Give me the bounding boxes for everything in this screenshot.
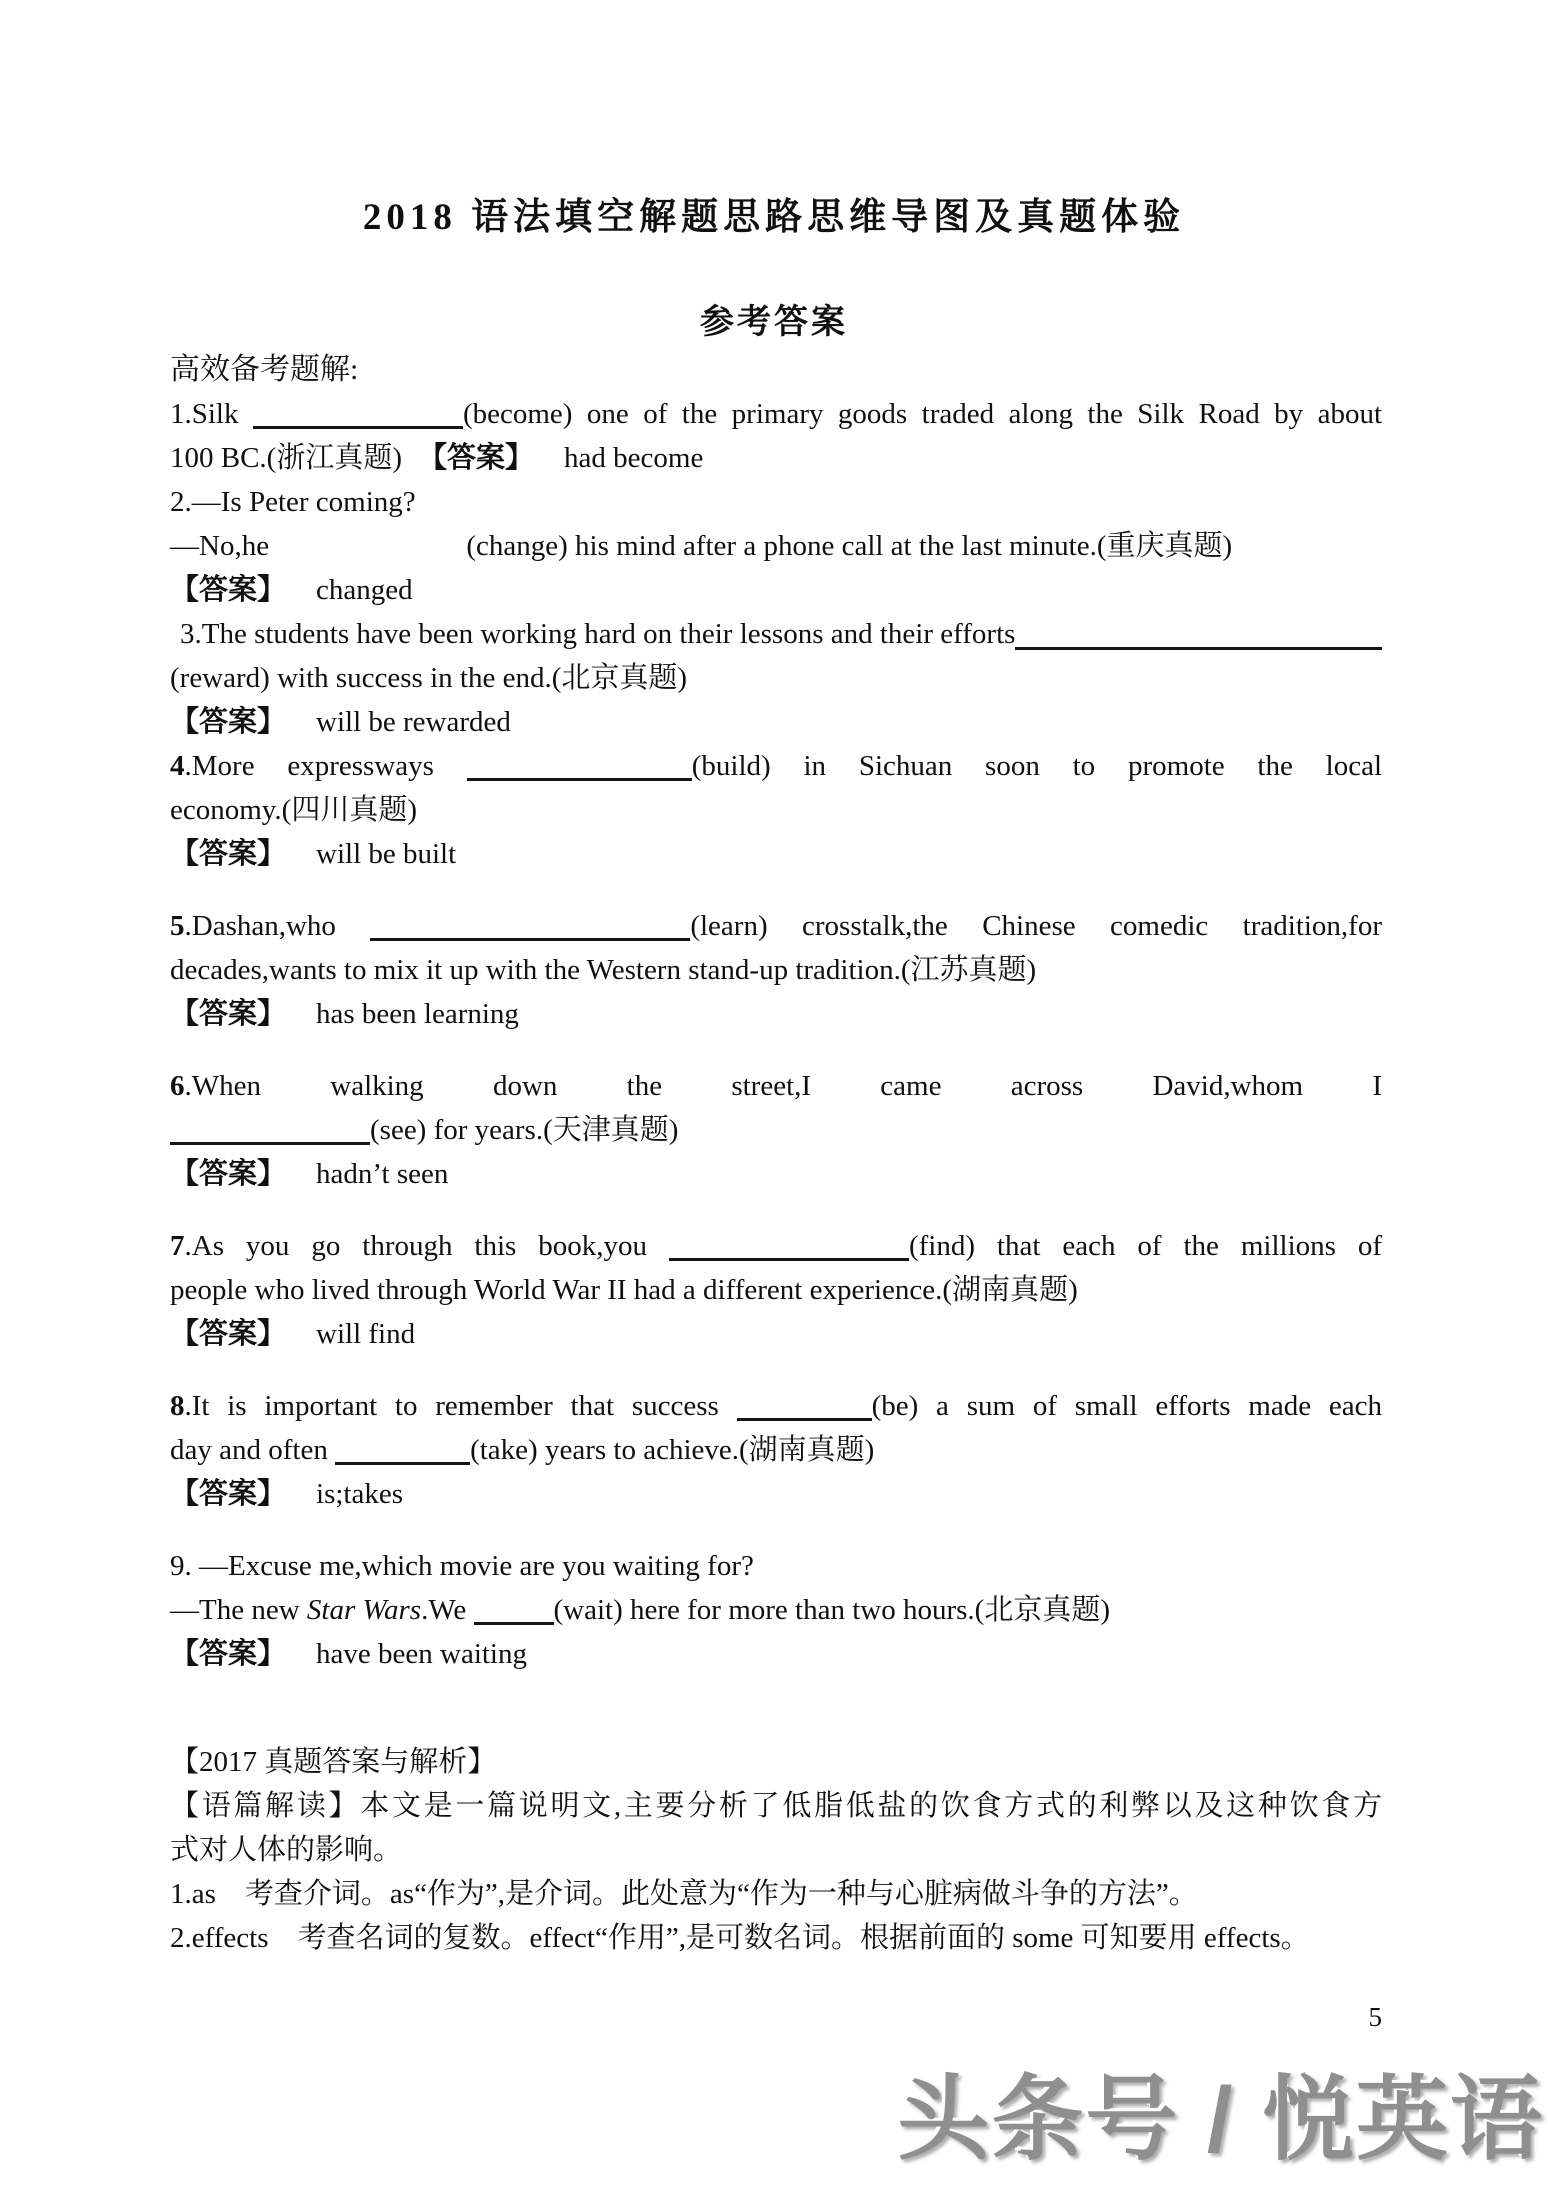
q8-answer: is;takes — [316, 1478, 404, 1510]
q6-answer: hadn’t seen — [316, 1158, 449, 1190]
q5-answer: has been learning — [316, 998, 519, 1030]
q8-blank-1 — [737, 1389, 872, 1421]
q1-answer: had become — [564, 442, 704, 474]
q3-line-2: (reward) with success in the end.(北京真题) — [170, 662, 688, 694]
q6-blank — [170, 1113, 370, 1145]
q3-answer: will be rewarded — [316, 706, 511, 738]
q2-blank-space — [276, 532, 466, 561]
q8-number: 8 — [170, 1390, 185, 1422]
q2-line-2 — [170, 524, 1382, 568]
q7-line-1 — [170, 1224, 1382, 1268]
q9-line-2 — [170, 1588, 1382, 1632]
q4-answer-label: 【答案】 — [170, 838, 287, 870]
q2-text-post: (change) his mind after a phone call at the last minute.(重庆真题) — [466, 530, 1233, 562]
q5-blank — [370, 909, 690, 941]
q4-answer-line — [170, 832, 1382, 876]
watermark: 头条号 / 悦英语 — [897, 2069, 1544, 2171]
q4-line-2: economy.(四川真题) — [170, 794, 417, 826]
q3-line-1 — [170, 612, 1382, 656]
section-2017-heading: 【2017 真题答案与解析】 — [170, 1746, 497, 1778]
q5-answer-label: 【答案】 — [170, 998, 287, 1030]
q5-line-2: decades,wants to mix it up with the Western stand-up tradition.(江苏真题) — [170, 954, 1037, 986]
q1-line-1 — [170, 392, 1382, 436]
q1-text-pre: 1.Silk — [170, 398, 239, 430]
q8-answer-line — [170, 1472, 1382, 1516]
q3-text: 3.The students have been working hard on their lessons and their efforts — [180, 618, 1016, 650]
q3-answer-label: 【答案】 — [170, 706, 287, 738]
q5-answer-line — [170, 992, 1382, 1036]
q7-answer: will find — [316, 1318, 416, 1350]
q1-answer-label: 【答案】 — [418, 442, 535, 474]
q4-number: 4 — [170, 750, 185, 782]
section-2017-point-2: 2.effects 考查名词的复数。effect“作用”,是可数名词。根据前面的 some 可知要用 effects。 — [170, 1922, 1310, 1954]
q5-text-pre: .Dashan,who — [184, 910, 336, 942]
q2-answer-label: 【答案】 — [170, 574, 287, 606]
section-2017-intro-line-1: 【语篇解读】本文是一篇说明文,主要分析了低脂低盐的饮食方式的利弊以及这种饮食方 — [170, 1790, 1382, 1822]
q4-blank — [467, 749, 692, 781]
q5-text-post: (learn) crosstalk,the Chinese comedic tradition,for — [690, 910, 1382, 942]
q6-line-2 — [170, 1108, 1382, 1152]
q4-answer: will be built — [316, 838, 457, 870]
q6-text-post: (see) for years.(天津真题) — [370, 1114, 679, 1146]
section-2017-intro-line-2: 式对人体的影响。 — [170, 1834, 403, 1866]
q8-text-pre: .It is important to remember that success — [184, 1390, 719, 1422]
q8-text-pre-2: day and often — [170, 1434, 328, 1466]
q3-blank — [1015, 647, 1382, 650]
q5-number: 5 — [170, 910, 185, 942]
q7-number: 7 — [170, 1230, 185, 1262]
q9-text-pre: —The new — [170, 1594, 300, 1626]
page-title: 2018 语法填空解题思路思维导图及真题体验 — [362, 197, 1186, 238]
q6-answer-label: 【答案】 — [170, 1158, 287, 1190]
q9-answer: have been waiting — [316, 1638, 527, 1670]
q1-blank — [253, 397, 463, 429]
q2-line-1: 2.—Is Peter coming? — [170, 486, 416, 518]
q7-text-post: (find) that each of the millions of — [908, 1230, 1382, 1262]
q2-answer-line — [170, 568, 1382, 612]
q4-text-pre: .More expressways — [184, 750, 434, 782]
q1-source: 100 BC.(浙江真题) — [170, 442, 403, 474]
page-subtitle: 参考答案 — [700, 304, 848, 341]
q9-movie-title: Star Wars — [306, 1594, 422, 1626]
section-heading: 高效备考题解: — [170, 353, 359, 386]
q2-answer: changed — [316, 574, 413, 606]
q7-answer-label: 【答案】 — [170, 1318, 287, 1350]
document-body — [170, 348, 1382, 1960]
q9-answer-line — [170, 1632, 1382, 1676]
q4-line-1 — [170, 744, 1382, 788]
q6-text: .When walking down the street,I came across David,whom I — [184, 1070, 1382, 1102]
q8-line-1 — [170, 1384, 1382, 1428]
q9-text-mid: .We — [421, 1594, 467, 1626]
q8-answer-label: 【答案】 — [170, 1478, 287, 1510]
q9-line-1: 9. —Excuse me,which movie are you waiting for? — [170, 1550, 754, 1582]
q9-text-post: (wait) here for more than two hours.(北京真题) — [553, 1594, 1110, 1626]
page-number: 5 — [1368, 2002, 1382, 2032]
q1-text-post: (become) one of the primary goods traded along the Silk Road by about — [462, 398, 1383, 430]
q8-text-post: (take) years to achieve.(湖南真题) — [470, 1434, 875, 1466]
q6-number: 6 — [170, 1070, 185, 1102]
q3-answer-line — [170, 700, 1382, 744]
q8-text-mid: (be) a sum of small efforts made each — [871, 1390, 1382, 1422]
q7-text-pre: .As you go through this book,you — [184, 1230, 648, 1262]
q9-blank — [474, 1593, 554, 1625]
q6-answer-line — [170, 1152, 1382, 1196]
q4-text-post: (build) in Sichuan soon to promote the local — [691, 750, 1382, 782]
q7-answer-line — [170, 1312, 1382, 1356]
q2-text-pre: —No,he — [170, 530, 270, 562]
q7-blank — [669, 1229, 909, 1261]
q1-answer-line — [170, 436, 1382, 480]
q8-line-2 — [170, 1428, 1382, 1472]
section-2017-point-1: 1.as 考查介词。as“作为”,是介词。此处意为“作为一种与心脏病做斗争的方法”。 — [170, 1878, 1198, 1910]
q9-answer-label: 【答案】 — [170, 1638, 287, 1670]
q7-line-2: people who lived through World War II had a different experience.(湖南真题) — [170, 1274, 1078, 1306]
q5-line-1 — [170, 904, 1382, 948]
q6-line-1 — [170, 1064, 1382, 1108]
q8-blank-2 — [335, 1433, 470, 1465]
